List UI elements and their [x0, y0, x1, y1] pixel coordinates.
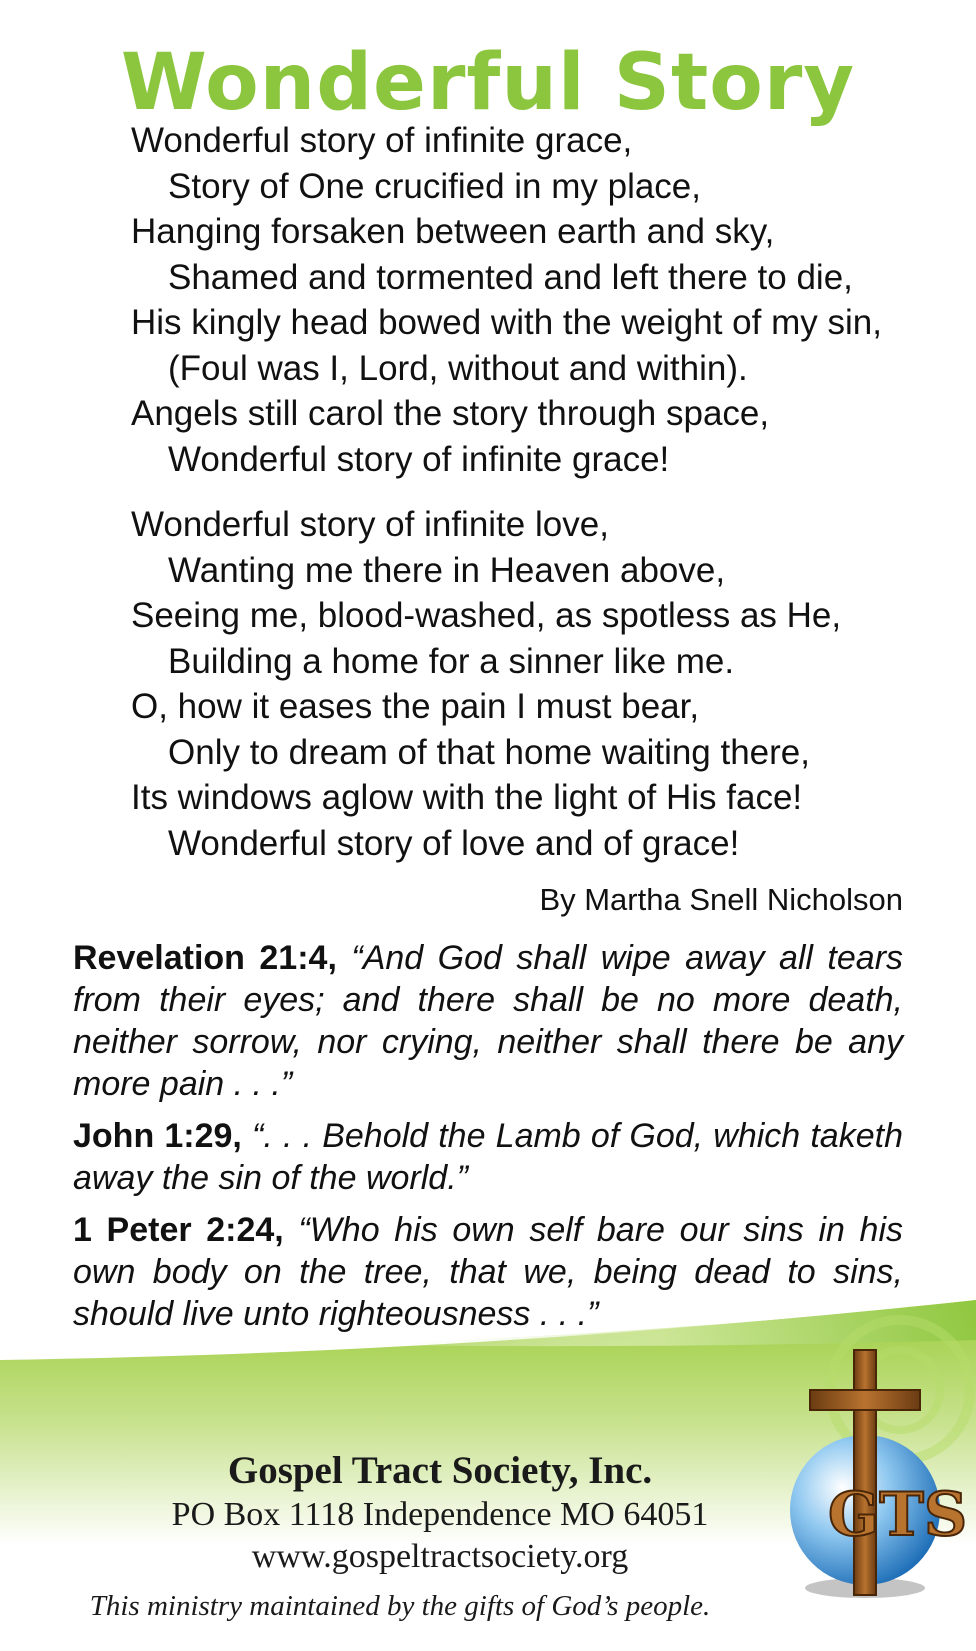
cross-gts-globe-icon: [780, 1350, 968, 1610]
poem-line: Wonderful story of infinite grace,: [131, 121, 633, 160]
poem-stanza-1: [131, 118, 931, 482]
poem-line: Wonderful story of infinite grace!: [168, 439, 670, 479]
poem-line: Angels still carol the story through space,: [131, 394, 770, 433]
poem-line: His kingly head bowed with the weight of my sin,: [131, 303, 882, 342]
verse-revelation: [73, 937, 903, 1105]
poem-line: Hanging forsaken between earth and sky,: [131, 212, 775, 251]
verse-reference: Revelation 21:4,: [73, 939, 337, 977]
poem-line: Seeing me, blood-washed, as spotless as He,: [131, 596, 842, 635]
poem-line: O, how it eases the pain I must bear,: [131, 687, 700, 726]
verse-reference: 1 Peter 2:24,: [73, 1211, 284, 1249]
organization-name: Gospel Tract Society, Inc.: [227, 1449, 653, 1492]
scripture-verses: [73, 937, 903, 1345]
poem-line: Shamed and tormented and left there to die,: [168, 257, 853, 297]
verse-reference: John 1:29,: [73, 1117, 242, 1155]
svg-text:GTS: GTS: [828, 1480, 968, 1550]
verse-text: “And God shall wipe away all tears from their eyes; and there shall be no more death, neither sorrow, nor crying, neither shall there be any more pain . . .”: [73, 939, 904, 1103]
verse-text: “Who his own self bare our sins in his own body on the tree, that we, being dead to sins, should live unto righteousness . . .”: [73, 1211, 903, 1333]
author-credit: By Martha Snell Nicholson: [539, 882, 903, 917]
poem-line: Its windows aglow with the light of His face!: [131, 778, 803, 817]
poem-line: Wonderful story of infinite love,: [131, 505, 609, 544]
poem-line: Only to dream of that home waiting there,: [168, 732, 810, 772]
verse-text: “. . . Behold the Lamb of God, which taketh away the sin of the world.”: [73, 1117, 903, 1197]
poem-line: (Foul was I, Lord, without and within).: [168, 348, 748, 388]
verse-john: [73, 1115, 903, 1199]
page-title: Wonderful Story: [120, 38, 856, 128]
poem-line: Wanting me there in Heaven above,: [168, 550, 726, 590]
website-link[interactable]: www.gospeltractsociety.org: [251, 1538, 629, 1575]
poem-stanza-2: [131, 502, 931, 866]
mailing-address: PO Box 1118 Independence MO 64051: [171, 1496, 709, 1533]
poem-line: Story of One crucified in my place,: [168, 166, 701, 206]
poem-line: Building a home for a sinner like me.: [168, 641, 735, 681]
poem-line: Wonderful story of love and of grace!: [168, 823, 740, 863]
ministry-note: This ministry maintained by the gifts of God’s people.: [89, 1590, 711, 1622]
